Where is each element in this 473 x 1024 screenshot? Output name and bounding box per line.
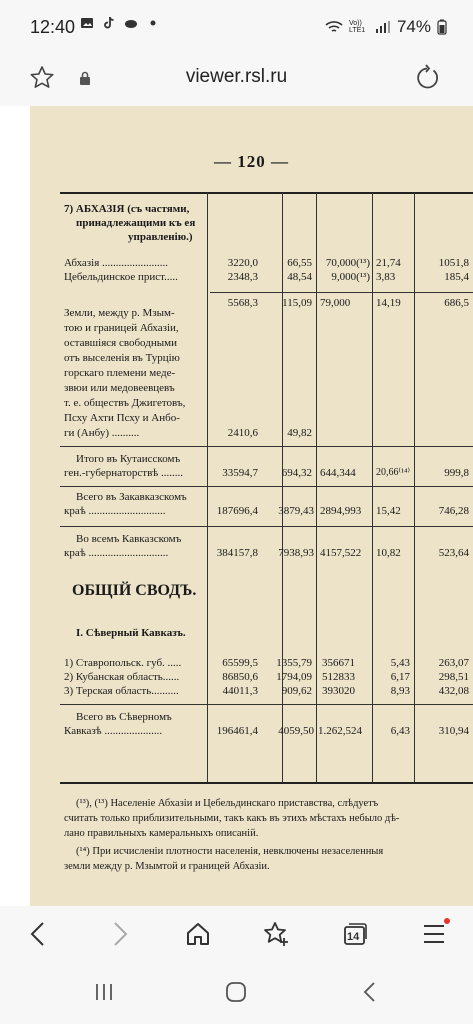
system-home-button[interactable]: [218, 974, 254, 1010]
system-back-button[interactable]: [352, 974, 388, 1010]
status-time: 12:40: [30, 17, 76, 37]
hamburger-menu-icon: [422, 923, 446, 945]
bookmark-add-icon: [262, 921, 290, 947]
status-bar: [0, 0, 473, 56]
scanned-page: — 120 — 7) АБХАЗІЯ (съ частями, принадлежащими къ ея управленію.) Абхазія ........................ 3220,0 66,55 70,000(¹³) 21,74 1051,8 Цебельдинское прист..... 2348,3 48,54 9,000(¹³) 3,83 185,4 5568,3 115,09 79,000 14,19 686,5 Земли, между р. Мзым- тою и границей Абхазіи, оставшіяся свободными отъ выселенія въ Турцію горскаго племени меде- звюи или медовеевцевъ т. е. обществъ Джигетовъ, Псху Ахти Псху и Анбо- ги (Анбу) .......... 2410,6 49,82 Итого въ Кутаисскомъ ген.-губернаторствѣ ........ 33594,7 694,32 644,344 20,66⁽¹⁴⁾ 999,8 Всего въ Закавказскомъ краѣ ............................ 187696,4 3879,43 2894,993 15,42 746,28 Во всемъ Кавказскомъ краѣ ............................. 384157,8 7938,93 4157,522 10,82 523,64 ОБЩІЙ СВОДЪ. I. Сѣверный Кавказъ. 1) Ставропольск. губ. ..... 65599,5 1355,79 356671 5,43 263,07 2) Кубанская область...... 86850,6 1794,09 512833 6,17 298,51 3) Терская область.......... 44011,3 909,62 393020 8,93 432,08 Всего въ Сѣверномъ Кавказѣ ..................... 196461,4 4059,50 1.262,524 6,43 310,94 (¹³), (¹³) Населеніе Абхазіи и Цебельдинскаго приставства, слѣдуетъ считать только приблизительными, такъ какъ въ этихъ мѣстахъ небыло дѣ- лано правильныхъ камеральныхъ описаній. (¹⁴) При исчисленіи плотности населенія, невключены незаселенныя земли между р. Мзымтой и границей Абхазіи.: [30, 106, 473, 906]
forward-button[interactable]: [102, 916, 138, 952]
chevron-right-icon: [110, 921, 130, 947]
subtotal-c1: 5568,3: [227, 297, 258, 309]
footnote-14-l2: земли между р. Мзымтой и границей Абхазіи.: [64, 861, 270, 872]
menu-notification-dot: [444, 918, 450, 924]
battery-icon: [437, 19, 447, 35]
reload-icon[interactable]: [413, 64, 441, 92]
browser-toolbar: [0, 906, 473, 960]
footnote-13-l1: (¹³), (¹³) Населеніе Абхазіи и Цебельдинскаго приставства, слѣдуетъ: [76, 798, 379, 809]
section-title-l2: принадлежащими къ ея: [76, 217, 196, 229]
tab-count: 14: [347, 931, 360, 943]
url-bar: [0, 56, 473, 106]
page-number: — 120 —: [214, 152, 289, 171]
tabs-button[interactable]: [336, 916, 372, 952]
footnote-14-l1: (¹⁴) При исчисленіи плотности населенія, невключены незаселенныя: [76, 846, 384, 857]
section-title-l3: управленію.): [128, 231, 193, 243]
signal-icon: [375, 20, 391, 34]
document-viewer[interactable]: [0, 106, 473, 906]
home-icon: [185, 921, 211, 947]
home-button[interactable]: [180, 916, 216, 952]
recents-button[interactable]: [86, 974, 122, 1010]
notification-icons: [80, 16, 160, 30]
footnote-13-l2: считать только приблизительными, такъ какъ въ этихъ мѣстахъ небыло дѣ-: [64, 813, 400, 824]
battery-level: 74%: [396, 17, 431, 36]
url-text[interactable]: viewer.rsl.ru: [185, 66, 288, 87]
back-button[interactable]: [20, 916, 56, 952]
dot-icon: [146, 16, 160, 30]
cloud-icon: [124, 16, 138, 30]
gallery-icon: [80, 16, 94, 30]
section-title-l1: 7) АБХАЗІЯ (съ частями,: [64, 203, 190, 215]
recents-icon: [93, 981, 115, 1003]
chevron-left-icon: [28, 921, 48, 947]
tiktok-icon: [102, 16, 116, 30]
wifi-icon: [325, 20, 343, 34]
menu-button[interactable]: [416, 916, 452, 952]
footnote-13-l3: лано правильныхъ камеральныхъ описаній.: [64, 828, 259, 839]
system-nav-bar: [0, 960, 473, 1024]
north-caucasus-heading: I. Сѣверный Кавказъ.: [76, 627, 186, 639]
general-summary-heading: ОБЩІЙ СВОДЪ.: [72, 582, 197, 599]
network-label: Vo)) LTE1: [348, 20, 366, 34]
row-name: Абхазія ........................: [64, 257, 169, 269]
system-back-icon: [360, 981, 380, 1003]
system-home-icon: [224, 980, 248, 1004]
bookmarks-button[interactable]: [258, 916, 294, 952]
